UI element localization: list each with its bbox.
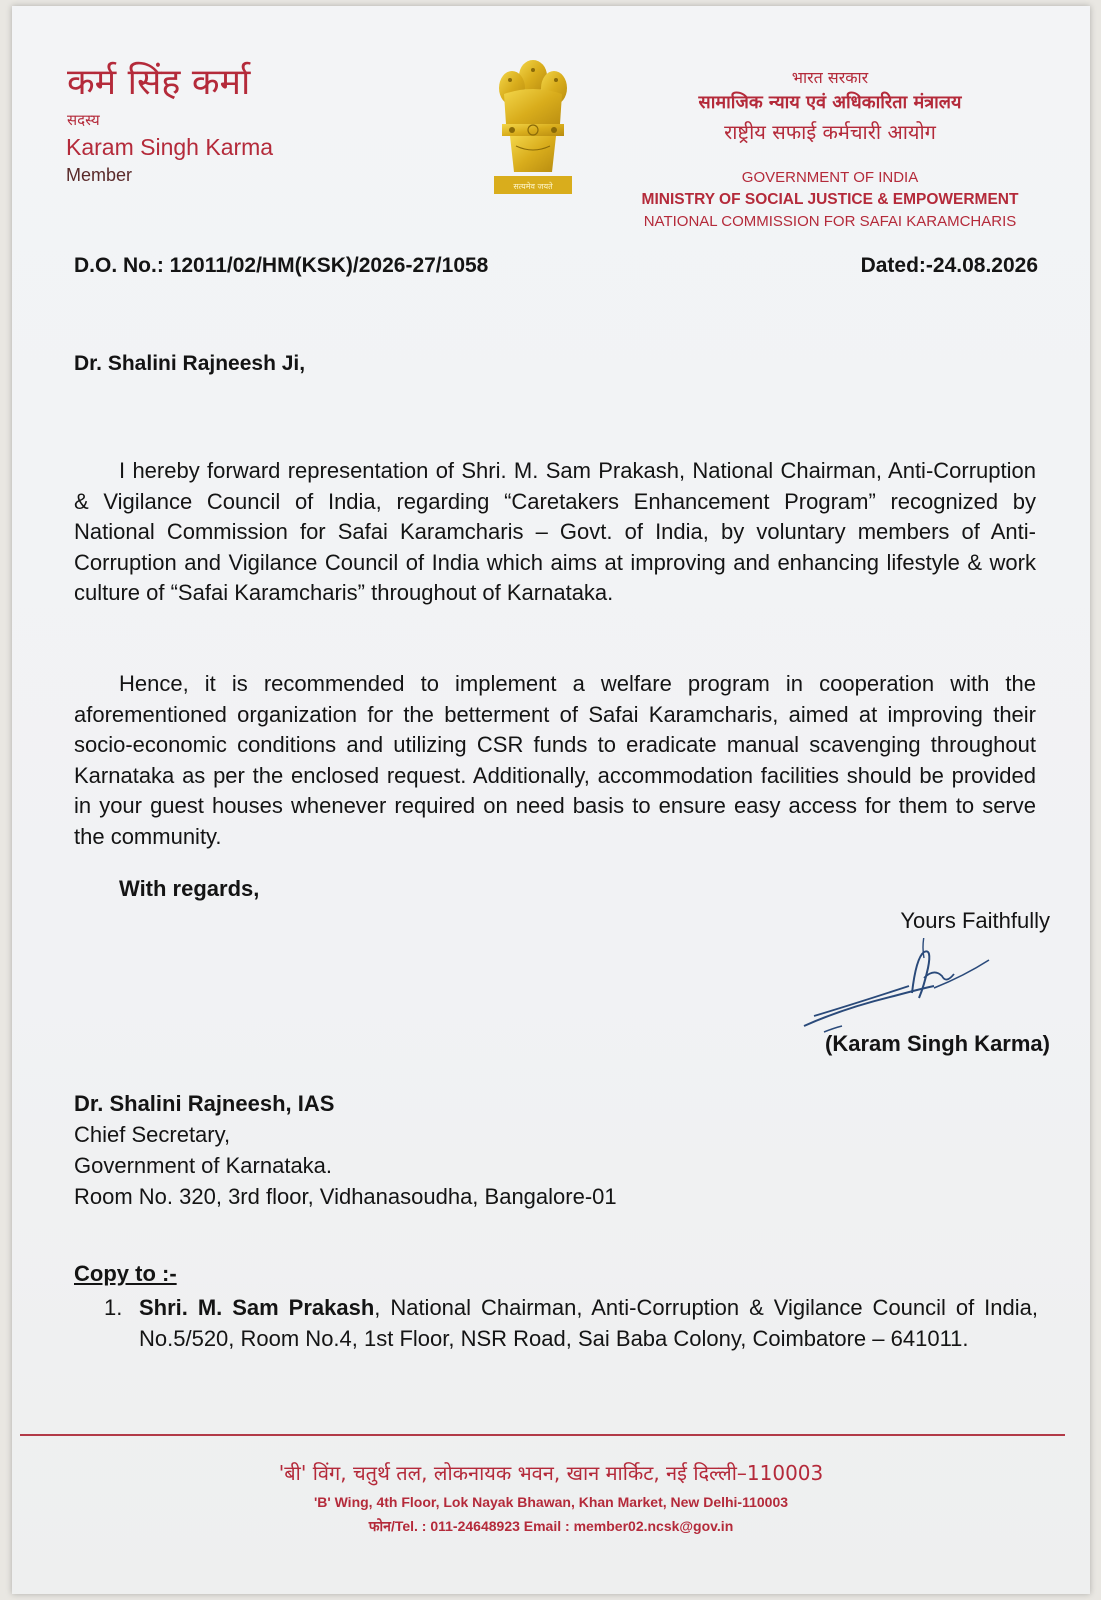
salutation: Dr. Shalini Rajneesh Ji, (74, 352, 306, 375)
closing-yours: Yours Faithfully (900, 908, 1050, 933)
sender-name-english: Karam Singh Karma (66, 134, 274, 160)
copy-to-item-details: , National Chairman, Anti-Corruption & Vigilance Council of India, No.5/520, Room No.4, 1st Floor, NSR Road, Sai Baba Colony, Coimbatore – 641011. (139, 1295, 1038, 1351)
footer-address-hindi: 'बी' विंग, चतुर्थ तल, लोकनायक भवन, खान मार्किट, नई दिल्ली–110003 (278, 1461, 824, 1485)
addressee-name: Dr. Shalini Rajneesh, IAS (74, 1091, 335, 1116)
signatory-name: (Karam Singh Karma) (825, 1031, 1050, 1056)
addressee-designation: Chief Secretary, (74, 1122, 231, 1147)
copy-to-heading: Copy to :- (74, 1261, 177, 1286)
government-english: GOVERNMENT OF INDIA (741, 169, 919, 186)
handwritten-signature (784, 938, 1004, 1038)
emblem-motto: सत्यमेव जयते (513, 182, 553, 191)
reference-number: D.O. No.: 12011/02/HM(KSK)/2026-27/1058 (74, 254, 489, 277)
footer-address-english: 'B' Wing, 4th Floor, Lok Nayak Bhawan, Khan Market, New Delhi-110003 (313, 1494, 789, 1510)
sender-name-hindi: कर्म सिंह कर्मा (67, 62, 251, 103)
government-hindi: भारत सरकार (791, 68, 869, 87)
commission-english: NATIONAL COMMISSION FOR SAFAI KARAMCHARIS (643, 213, 1017, 230)
copy-to-item-number: 1. (104, 1295, 123, 1320)
closing-regards: With regards, (119, 876, 260, 901)
copy-to-item (104, 1292, 1038, 1354)
footer-divider (20, 1434, 1065, 1436)
addressee-address: Room No. 320, 3rd floor, Vidhanasoudha, Bangalore-01 (74, 1184, 617, 1209)
body-paragraph-2: Hence, it is recommended to implement a welfare program in cooperation with the aforementioned organization for the betterment of Safai Karamcharis, aimed at improving their socio-economic conditions and utilizing CSR funds to eradicate manual scavenging throughout Karnataka as per the enclosed request. Additionally, accommodation facilities should be provided in your guest houses whenever required on need basis to ensure easy access for them to serve the community. (74, 671, 1036, 849)
letter-date: Dated:-24.08.2026 (860, 254, 1038, 277)
copy-to-item-text (139, 1292, 1038, 1354)
commission-hindi: राष्ट्रीय सफाई कर्मचारी आयोग (724, 120, 936, 144)
ministry-hindi: सामाजिक न्याय एवं अधिकारिता मंत्रालय (698, 92, 962, 113)
copy-to-item-name: Shri. M. Sam Prakash (139, 1295, 375, 1320)
body-paragraph-1: I hereby forward representation of Shri. M. Sam Prakash, National Chairman, Anti-Corruption & Vigilance Council of India, regarding “Caretakers Enhancement Program” recognized by National Commission for Safai Karamcharis – Govt. of India, by voluntary members of Anti-Corruption and Vigilance Council of India which aims at improving and enhancing lifestyle & work culture of “Safai Karamcharis” throughout of Karnataka. (74, 458, 1036, 605)
sender-title-hindi: सदस्य (67, 111, 100, 129)
addressee-office: Government of Karnataka. (74, 1153, 333, 1178)
footer-contact: फोन/Tel. : 011-24648923 Email : member02.ncsk@gov.in (368, 1518, 734, 1534)
national-emblem-icon (490, 54, 576, 200)
ministry-english: MINISTRY OF SOCIAL JUSTICE & EMPOWERMENT (641, 191, 1019, 208)
sender-title-english: Member (66, 165, 133, 185)
letter-sheet (12, 6, 1090, 1594)
